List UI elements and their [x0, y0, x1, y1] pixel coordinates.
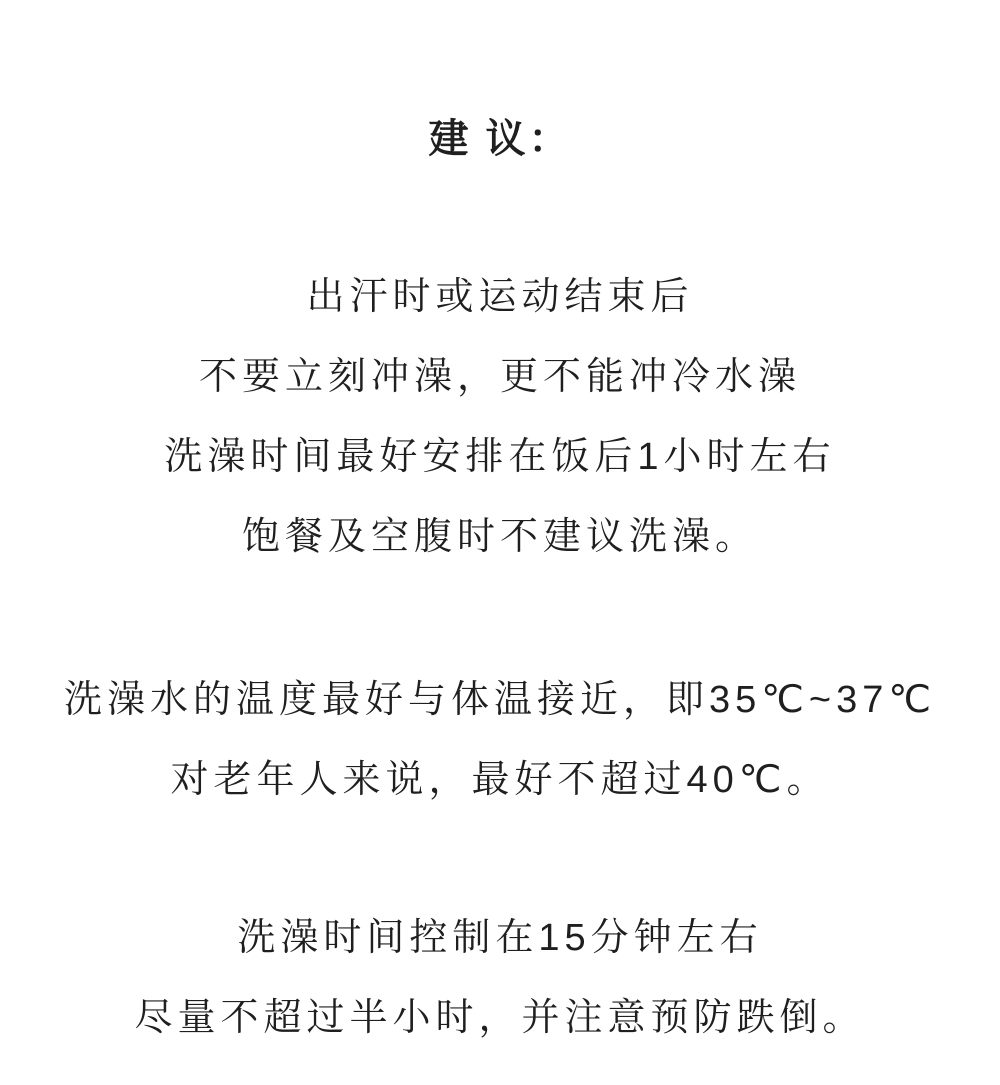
text-line: 洗澡时间最好安排在饭后1小时左右: [164, 436, 836, 478]
paragraph-water-temperature-advice: [0, 660, 1000, 820]
text-line: 对老年人来说，最好不超过40℃。: [170, 759, 830, 801]
text-line: 尽量不超过半小时，并注意预防跌倒。: [134, 997, 866, 1039]
paragraph-pre-shower-advice: [0, 257, 1000, 577]
text-line: 洗澡水的温度最好与体温接近，即35℃~37℃: [63, 679, 937, 721]
text-line: 出汗时或运动结束后: [306, 276, 694, 318]
text-line: 饱餐及空腹时不建议洗澡。: [241, 516, 758, 558]
text-line: 洗澡时间控制在15分钟左右: [237, 917, 763, 959]
text-line: 不要立刻冲澡，更不能冲冷水澡: [198, 356, 801, 398]
paragraph-shower-duration-advice: [0, 898, 1000, 1058]
page-title: 建 议：: [428, 117, 572, 161]
